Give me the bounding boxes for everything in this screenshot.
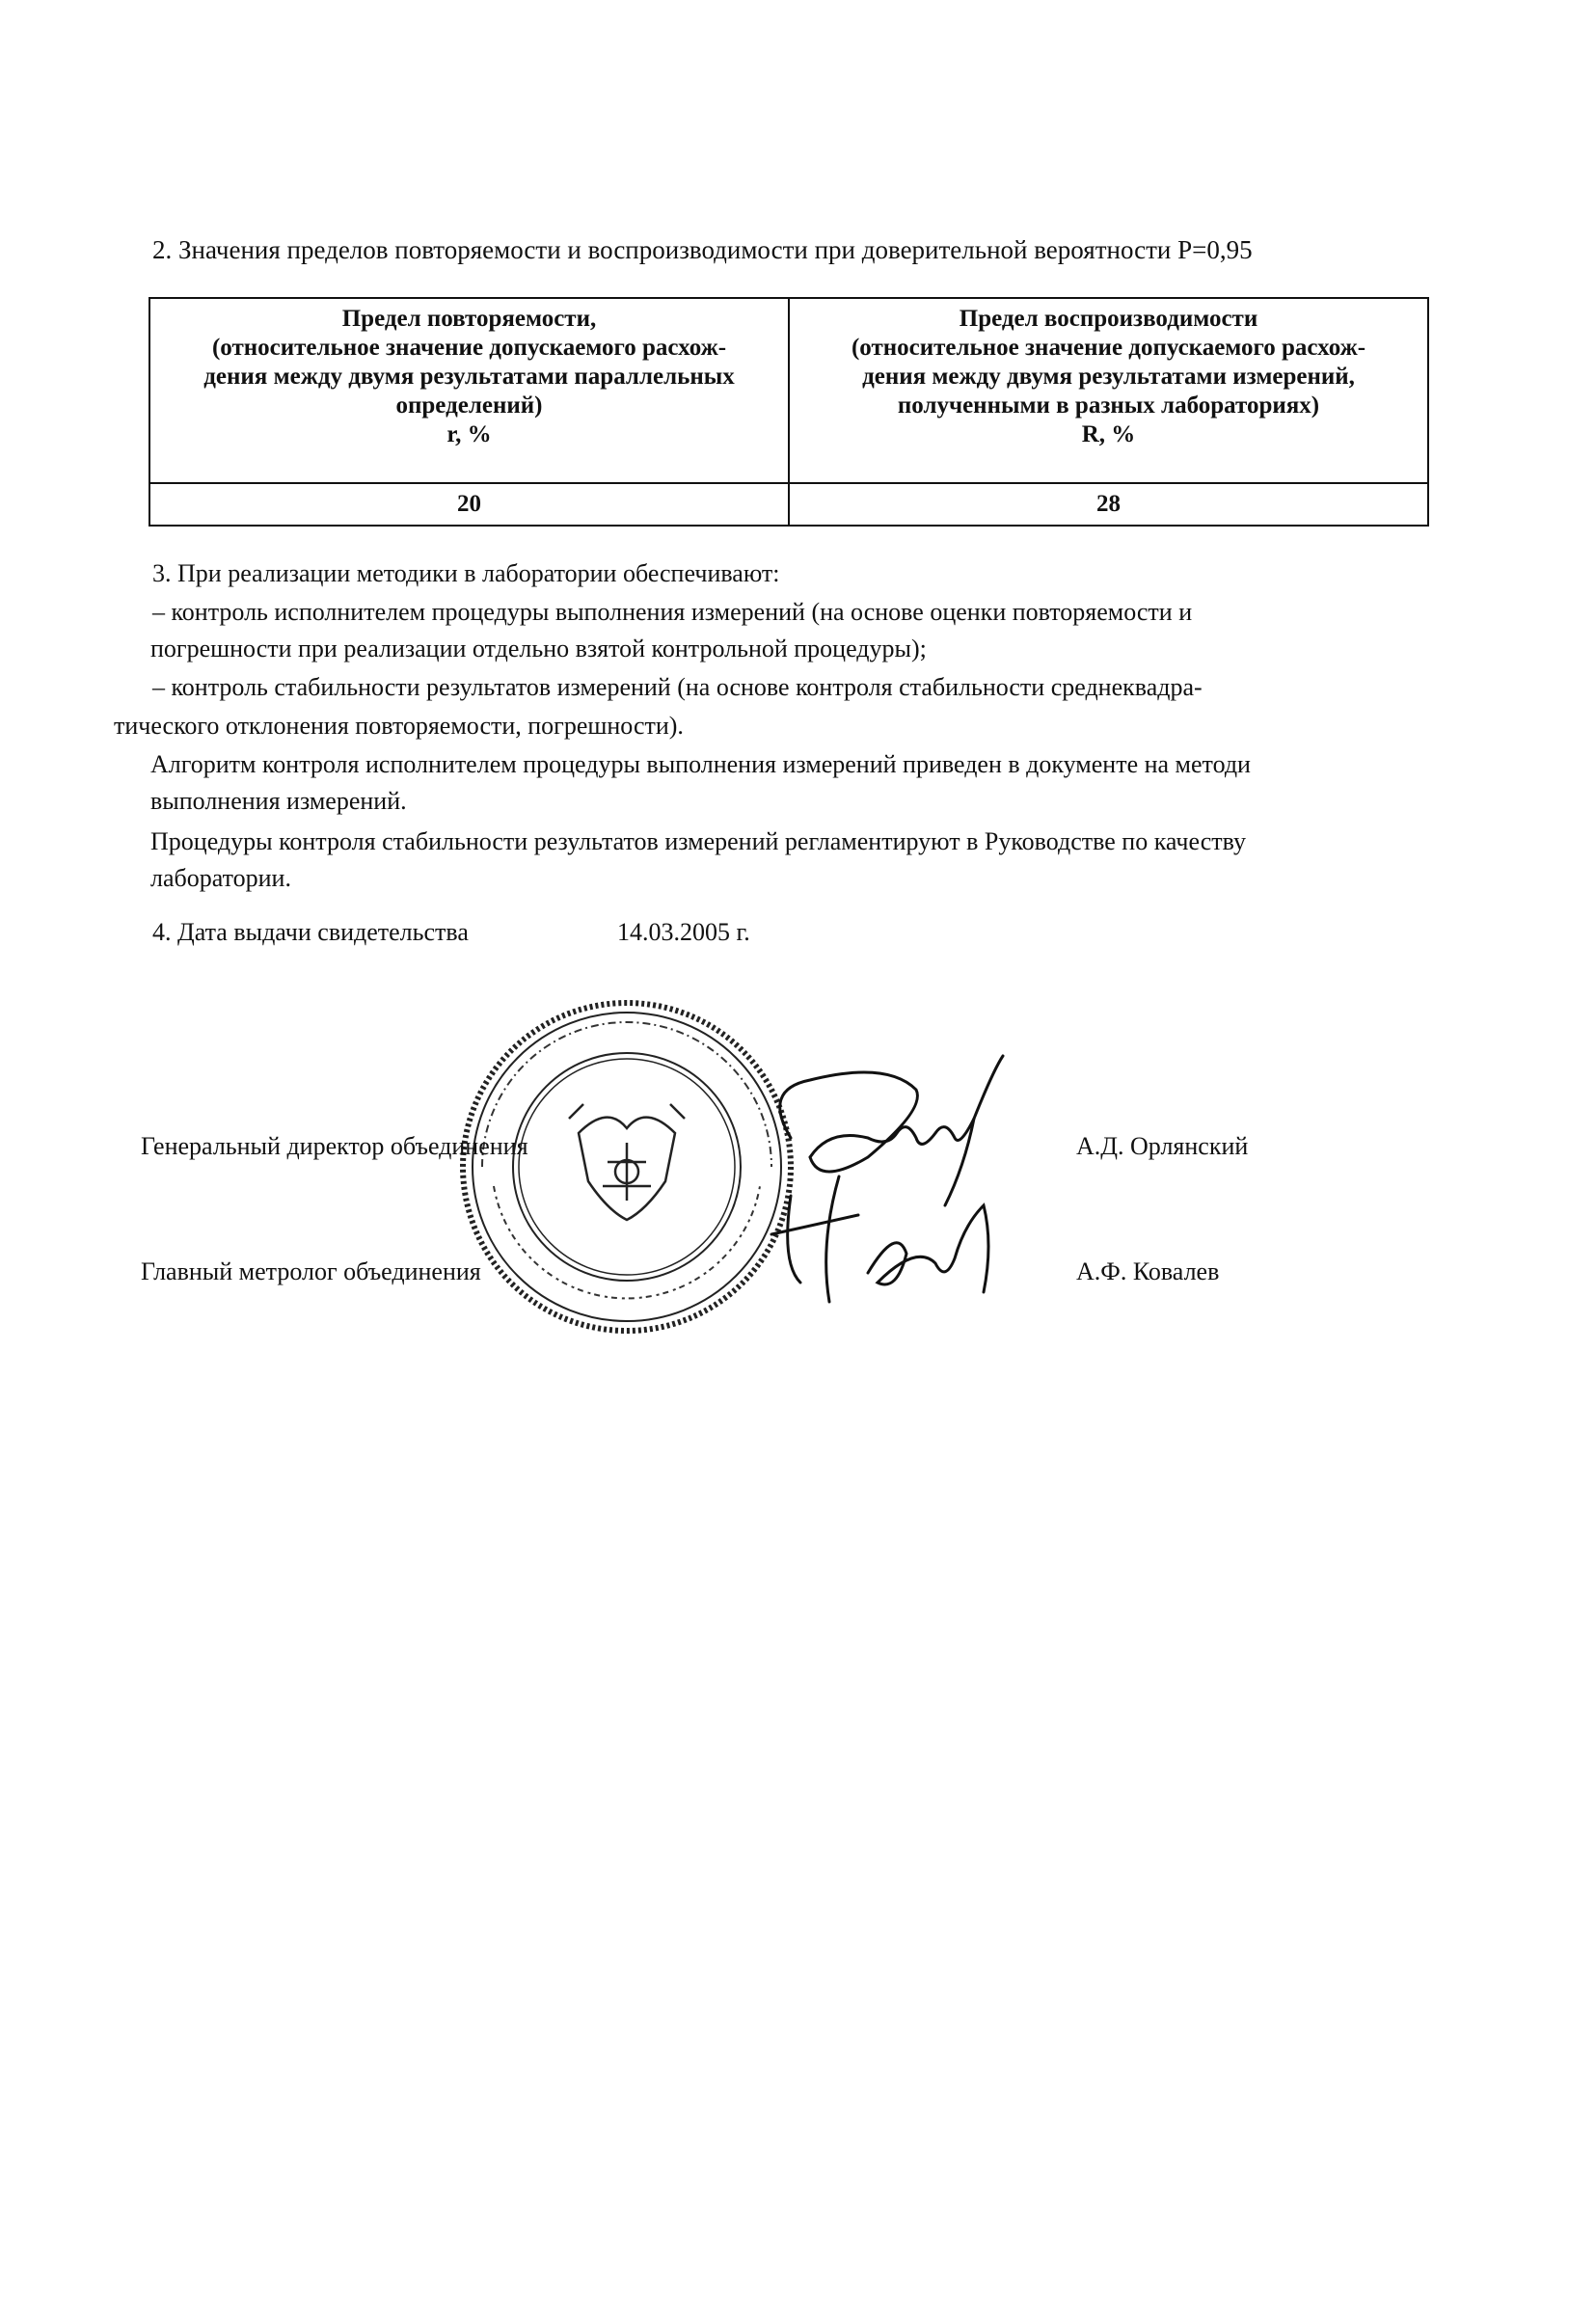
algorithm-line-2: выполнения измерений. [150,787,407,815]
bullet-2-line-2: тического отклонения повторяемости, погрешности). [114,712,684,740]
header-line: определений) [395,392,543,419]
header-line: Предел воспроизводимости [959,306,1258,332]
header-line: (относительное значение допускаемого расхож- [211,335,727,361]
header-line: Предел повторяемости, [341,306,597,332]
general-director-name: А.Д. Орлянский [1076,1132,1249,1160]
section-3-intro: 3. При реализации методики в лаборатории обеспечивают: [152,559,780,587]
header-line: дения между двумя результатами параллельных [203,364,735,390]
procedures-line-2: лаборатории. [150,864,291,892]
header-line: полученными в разных лабораториях) [897,392,1320,419]
header-line: r, % [446,421,492,447]
reproducibility-value: 28 [789,483,1428,526]
issue-date-label: 4. Дата выдачи свидетельства [152,918,469,946]
reproducibility-header [789,298,1428,483]
bullet-2-line-1: – контроль стабильности результатов измерений (на основе контроля стабильности среднеквадра- [152,673,1203,701]
table-header-row [149,298,1428,483]
repeatability-header [149,298,789,483]
chief-metrologist-name: А.Ф. Ковалев [1076,1257,1220,1285]
header-line: (относительное значение допускаемого расхож- [851,335,1366,361]
chief-metrologist-title: Главный метролог объединения [141,1257,481,1285]
bullet-1-line-1: – контроль исполнителем процедуры выполнения измерений (на основе оценки повторяемости и [152,598,1193,626]
bullet-1-line-2: погрешности при реализации отдельно взятой контрольной процедуры); [150,635,927,662]
header-line: дения между двумя результатами измерений, [862,364,1355,390]
algorithm-line-1: Алгоритм контроля исполнителем процедуры выполнения измерений приведен в документе на методи [150,750,1251,778]
general-director-title: Генеральный директор объединения [141,1132,528,1160]
issue-date-value: 14.03.2005 г. [617,918,750,946]
header-line: R, % [1081,421,1136,447]
section-2-heading: 2. Значения пределов повторяемости и воспроизводимости при доверительной вероятности Р=0,95 [152,235,1253,264]
repeatability-value: 20 [149,483,789,526]
limits-table [149,297,1429,527]
table-row [149,483,1428,526]
official-seal-icon [453,993,800,1340]
procedures-line-1: Процедуры контроля стабильности результатов измерений регламентируют в Руководстве по качеству [150,827,1246,855]
signatures-icon [752,1051,1041,1321]
